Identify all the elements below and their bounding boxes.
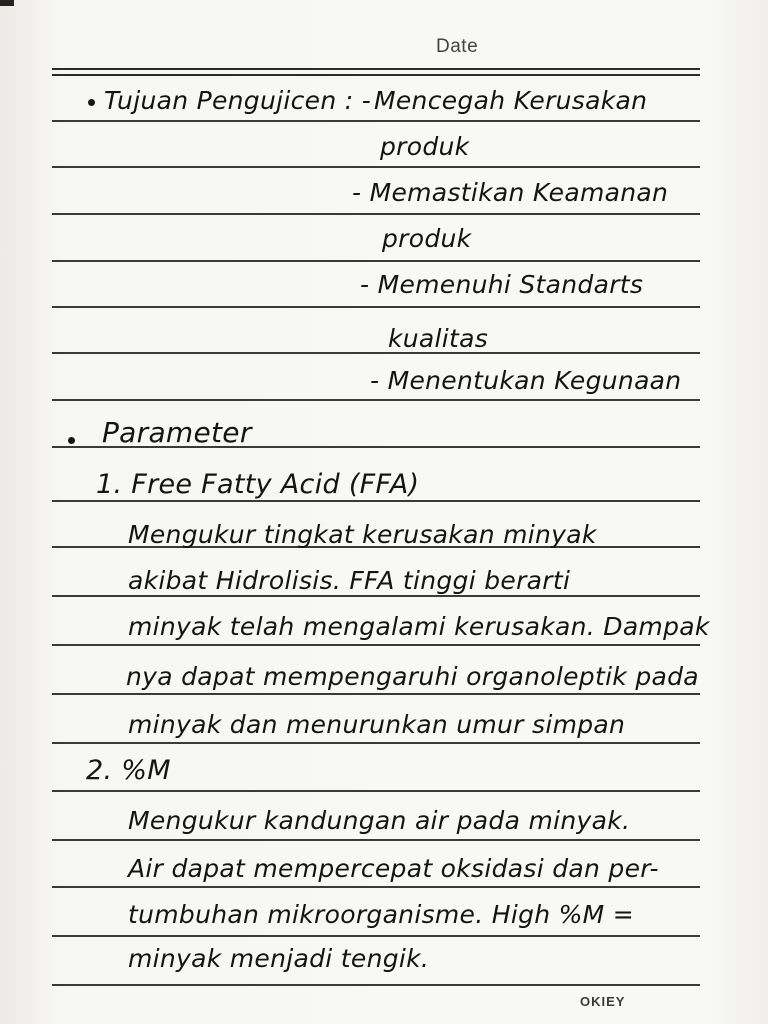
param2-line: Mengukur kandungan air pada minyak. (128, 806, 631, 835)
ruled-line (52, 166, 700, 168)
param1-line: nya dapat mempengaruhi organoleptik pada (126, 662, 699, 691)
param1-line: minyak dan menurunkan umur simpan (128, 710, 626, 739)
ruled-line (52, 984, 700, 986)
corner-mark (0, 0, 14, 6)
ruled-line (52, 644, 700, 646)
param1-title: 1. Free Fatty Acid (FFA) (96, 469, 420, 500)
param2-line: minyak menjadi tengik. (128, 944, 430, 973)
param2-title: 2. %M (86, 755, 171, 786)
bullet-icon (88, 99, 95, 106)
parameter-heading: Parameter (102, 416, 252, 449)
ruled-line (52, 213, 700, 215)
brand-logo: OKIEY (580, 994, 626, 1009)
ruled-line (52, 260, 700, 262)
ruled-line (52, 839, 700, 841)
tujuan-item: - Memastikan Keamanan (352, 178, 669, 207)
tujuan-item: - Memenuhi Standarts (360, 270, 644, 299)
param2-line: tumbuhan mikroorganisme. High %M = (128, 900, 635, 929)
param1-line: Mengukur tingkat kerusakan minyak (128, 520, 597, 549)
ruled-line (52, 352, 700, 354)
tujuan-item: produk (382, 224, 472, 253)
ruled-line (52, 886, 700, 888)
tujuan-item: - Menentukan Kegunaan (370, 366, 682, 395)
param1-line: minyak telah mengalami kerusakan. Dampak (128, 612, 710, 641)
bullet-icon (68, 437, 75, 444)
tujuan-item: produk (380, 132, 470, 161)
param2-line: Air dapat mempercepat oksidasi dan per- (128, 854, 659, 883)
ruled-line (52, 693, 700, 695)
ruled-line (52, 500, 700, 502)
ruled-line (52, 790, 700, 792)
ruled-line (52, 399, 700, 401)
ruled-line (52, 306, 700, 308)
ruled-line (52, 742, 700, 744)
tujuan-item: Mencegah Kerusakan (374, 86, 648, 115)
header-rule (52, 68, 700, 70)
tujuan-item: kualitas (388, 324, 489, 353)
header-rule (52, 74, 700, 76)
ruled-line (52, 120, 700, 122)
date-label: Date (436, 36, 479, 57)
ruled-line (52, 935, 700, 937)
tujuan-heading: Tujuan Pengujicen : - (104, 86, 372, 115)
param1-line: akibat Hidrolisis. FFA tinggi berarti (128, 566, 571, 595)
